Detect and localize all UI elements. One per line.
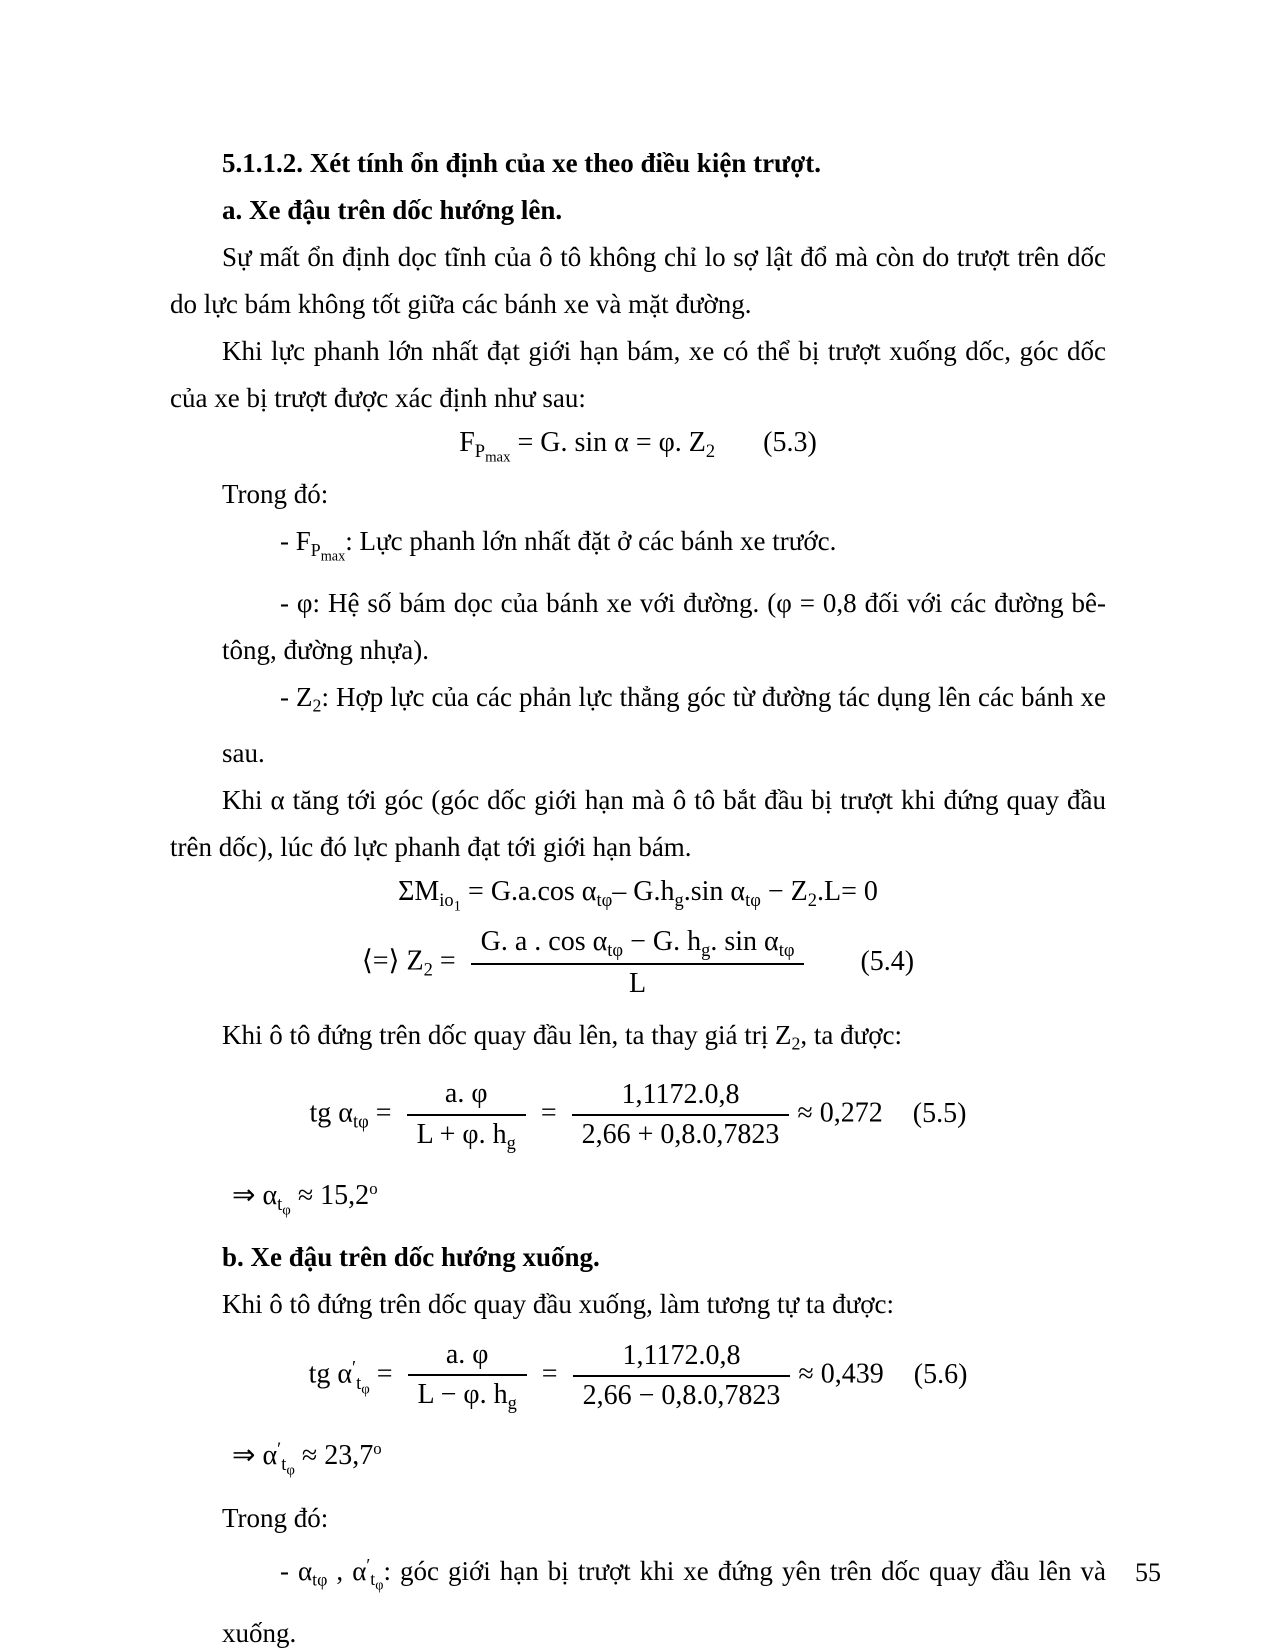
- b4-subsub-phi: φ: [375, 1577, 384, 1594]
- equation-5-3: [170, 427, 1106, 466]
- eq54-sub-2: 2: [423, 959, 433, 980]
- eq56-lead: tg α: [308, 1358, 353, 1390]
- b4-term-1: - α: [280, 1555, 313, 1586]
- b4-sub-tphi: tφ: [312, 1569, 328, 1590]
- b3-sub-2: 2: [312, 695, 322, 716]
- eq56-equals-1: =: [369, 1358, 400, 1390]
- document-content: [170, 140, 1106, 1650]
- eq54-numerator: [471, 924, 805, 963]
- res55-subsub-phi: φ: [282, 1202, 291, 1219]
- res56-subsub-phi: φ: [286, 1462, 295, 1479]
- b3-term: - Z: [280, 682, 313, 713]
- b4-term-2: , α: [327, 1555, 367, 1586]
- eq56-prime: ′: [352, 1357, 357, 1378]
- b1-term: - F: [280, 526, 311, 557]
- eqm-sub-2: 2: [807, 889, 818, 910]
- eq53-subsub-max: max: [485, 449, 511, 466]
- eq56-f1-numerator: a. φ: [445, 1339, 489, 1371]
- eq56-fraction-1: [408, 1337, 527, 1415]
- equation-5-5: [170, 1076, 1106, 1154]
- eq55-lead-sub: tφ: [352, 1111, 369, 1132]
- eqm-term-3: – G.h: [612, 875, 675, 907]
- paragraph-1: Sự mất ổn định dọc tĩnh của ô tô không chỉ lo sợ lật đổ mà còn do trượt trên dốc do lực bám không tốt giữa các bánh xe và mặt đường.: [170, 242, 1106, 319]
- eq55-f1-den-sub: g: [506, 1132, 516, 1153]
- eqm-term-6: .L= 0: [817, 875, 878, 907]
- paragraph-3: Khi α tăng tới góc (góc dốc giới hạn mà ô tô bắt đầu bị trượt khi đứng quay đầu trên dốc), lúc đó lực phanh đạt tới giới hạn bám.: [170, 784, 1106, 862]
- res55-sub-t: t: [277, 1193, 283, 1214]
- eq54-n3-sub: tφ: [778, 940, 795, 961]
- bullet-phi: - φ: Hệ số bám dọc của bánh xe với đường. (φ = 0,8 đối với các đường bê-tông, đường nhựa).: [222, 588, 1106, 666]
- eqm-sub-g: g: [674, 889, 684, 910]
- b1-subsub-max: max: [320, 548, 346, 565]
- b1-sub-P: P: [310, 540, 321, 561]
- eq55-fraction-2: [572, 1077, 790, 1154]
- eq56-f2-numerator: 1,1172.0,8: [622, 1339, 741, 1371]
- equation-5-4: [170, 924, 1106, 1002]
- eqm-term-5: − Z: [760, 875, 808, 907]
- in-which-label-1: Trong đó:: [222, 479, 329, 510]
- res56-prime: ′: [277, 1439, 282, 1460]
- bullet-fpmax: [170, 518, 1106, 580]
- p4-sub-2: 2: [791, 1033, 801, 1054]
- eq54-lead: ⟨=⟩ Z: [361, 945, 424, 977]
- res56-sub-t: t: [281, 1454, 287, 1475]
- res56-arrow-term: ⇒ α: [232, 1440, 278, 1472]
- eq56-f1-denominator: [408, 1374, 527, 1415]
- eqm-sub-tphi-1: tφ: [596, 889, 613, 910]
- b1-text: : Lực phanh lớn nhất đặt ở các bánh xe trước.: [345, 526, 837, 557]
- eq55-f1-den-text: L + φ. h: [416, 1118, 507, 1150]
- eq53-sub-2: 2: [705, 440, 716, 461]
- eq54-n1: G. a . cos α: [480, 926, 608, 958]
- subsection-a-heading: a. Xe đậu trên dốc hướng lên.: [222, 195, 563, 225]
- eq56-f2-denominator: 2,66 − 0,8.0,7823: [573, 1375, 791, 1414]
- bullet-alpha-limits: [170, 1542, 1106, 1650]
- res56-value: ≈ 23,7: [294, 1440, 374, 1472]
- result-alpha-up: [170, 1165, 1106, 1234]
- eq54-equals: =: [432, 945, 463, 977]
- eq53-subscript: [474, 440, 511, 466]
- equation-moment-sum: [170, 876, 1106, 915]
- eq53-body: = G. sin α = φ. Z: [510, 427, 706, 458]
- res55-arrow-term: ⇒ α: [232, 1179, 278, 1211]
- res56-degree: o: [373, 1439, 382, 1459]
- eq55-equals-2: =: [533, 1097, 564, 1129]
- in-which-label-2: Trong đó:: [222, 1502, 329, 1533]
- b4-subscript-2: [370, 1569, 384, 1594]
- page-number: 55: [1135, 1558, 1161, 1587]
- eq55-lead: tg α: [309, 1097, 353, 1129]
- eq53-F: F: [459, 427, 475, 458]
- eq54-n1-sub: tφ: [607, 940, 624, 961]
- eq55-fraction-1: [407, 1076, 526, 1154]
- eq54-fraction: [471, 924, 805, 1002]
- eq53-number: (5.3): [763, 427, 817, 458]
- p4-text-b: , ta được:: [800, 1019, 903, 1050]
- eq55-equals-1: =: [368, 1097, 399, 1129]
- eqm-term-4: .sin α: [683, 875, 746, 907]
- eq55-f1-numerator: a. φ: [444, 1078, 488, 1110]
- eq53-sub-P: P: [474, 440, 486, 461]
- eq55-f1-denominator: [407, 1114, 526, 1155]
- paragraph-5: Khi ô tô đứng trên dốc quay đầu xuống, làm tương tự ta được:: [222, 1289, 894, 1320]
- res55-subscript: [277, 1193, 291, 1219]
- eqm-sub-tphi-2: tφ: [745, 889, 761, 910]
- paragraph-4: [170, 1012, 1106, 1068]
- b1-subscript: [310, 540, 346, 565]
- eq55-number: (5.5): [912, 1097, 967, 1129]
- res55-value: ≈ 15,2: [290, 1179, 370, 1211]
- b4-text: : góc giới hạn bị trượt khi xe đứng yên trên dốc quay đầu lên và xuống.: [222, 1555, 1106, 1648]
- eq54-n2: − G. h: [623, 926, 702, 958]
- eqm-sub-io: io: [439, 889, 454, 910]
- eq56-equals-2: =: [534, 1358, 565, 1390]
- eq54-number: (5.4): [860, 945, 915, 977]
- eq54-n2-sub: g: [701, 940, 711, 961]
- eq56-approx: ≈ 0,439: [798, 1358, 884, 1390]
- eqm-sigma-M: ΣM: [398, 875, 440, 907]
- result-alpha-down: [170, 1425, 1106, 1494]
- p4-text-a: Khi ô tô đứng trên dốc quay đầu lên, ta thay giá trị Z: [222, 1019, 792, 1050]
- eq56-subscript: [356, 1372, 370, 1397]
- bullet-z2: [170, 674, 1106, 777]
- equation-5-6: [170, 1337, 1106, 1415]
- eq56-fraction-2: [573, 1338, 791, 1415]
- b4-prime: ′: [366, 1554, 371, 1575]
- res56-subscript: [281, 1454, 295, 1479]
- eqm-subscript: [439, 889, 462, 915]
- b4-sub-t: t: [370, 1569, 376, 1590]
- res55-degree: o: [369, 1178, 378, 1198]
- eq56-f1-den-sub: g: [507, 1393, 517, 1414]
- eq56-subsub-phi: φ: [361, 1380, 370, 1397]
- eq56-f1-den-text: L − φ. h: [417, 1379, 508, 1411]
- eq55-approx: ≈ 0,272: [797, 1097, 883, 1129]
- eq56-sub-t: t: [356, 1372, 362, 1393]
- eqm-subsub-1: 1: [453, 898, 462, 915]
- section-heading: 5.1.1.2. Xét tính ổn định của xe theo điều kiện trượt.: [222, 148, 821, 178]
- b3-text: : Hợp lực của các phản lực thẳng góc từ đường tác dụng lên các bánh xe sau.: [222, 682, 1106, 768]
- eq54-n3: . sin α: [710, 926, 779, 958]
- paragraph-2: Khi lực phanh lớn nhất đạt giới hạn bám, xe có thể bị trượt xuống dốc, góc dốc của xe bị trượt được xác định như sau:: [170, 336, 1106, 413]
- eqm-term-2: = G.a.cos α: [461, 875, 597, 907]
- eq55-f2-numerator: 1,1172.0,8: [621, 1079, 740, 1111]
- eq56-number: (5.6): [913, 1358, 968, 1390]
- eq54-denominator: L: [471, 963, 805, 1002]
- subsection-b-heading: b. Xe đậu trên dốc hướng xuống.: [222, 1242, 600, 1273]
- eq55-f2-denominator: 2,66 + 0,8.0,7823: [572, 1114, 790, 1153]
